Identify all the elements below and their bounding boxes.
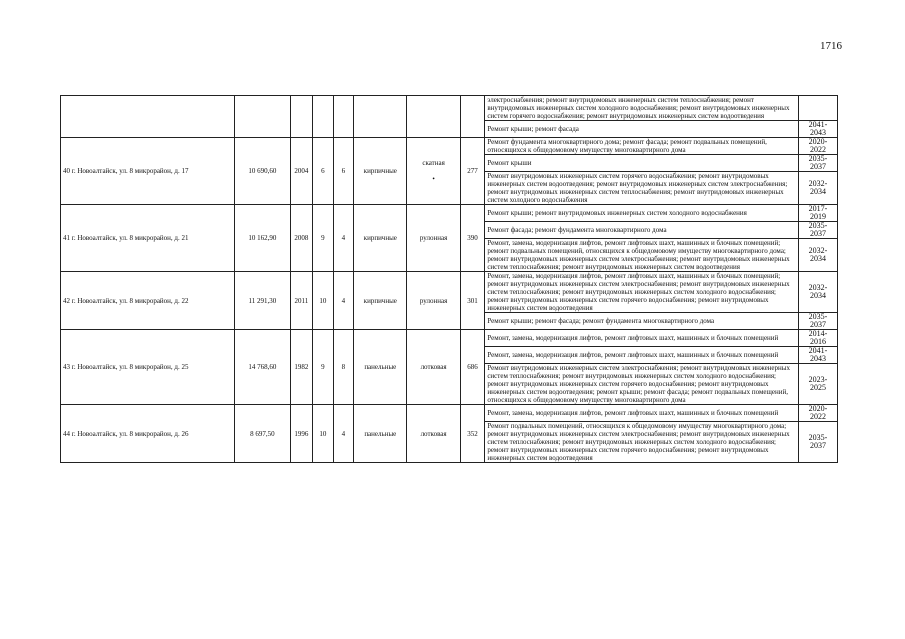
cell-apartments: 686	[460, 330, 485, 405]
cell-work: Ремонт, замена, модернизация лифтов, ремонт лифтовых шахт, машинных и блочных помещений	[485, 405, 799, 422]
roof-type: лотковая	[420, 363, 447, 371]
cell-entrances: 8	[333, 330, 354, 405]
cell-work: электроснабжения; ремонт внутридомовых инженерных систем теплоснабжения; ремонт внутридомовых инженерных систем холодного водоснабжения; ремонт внутридомовых инженерных систем горячего водоснабжения; ремонт внутридомовых инженерных систем водоотведения	[485, 96, 799, 121]
cell-work: Ремонт крыши; ремонт фасада	[485, 121, 799, 138]
cell-entrances: 4	[333, 205, 354, 272]
cell-roof	[407, 138, 460, 205]
cell-entrances	[333, 96, 354, 138]
table-row	[61, 96, 838, 121]
cell-period: 2032-2034	[798, 239, 837, 272]
building-address: г. Новоалтайск, ул. 8 микрорайон, д. 21	[71, 234, 189, 242]
row-number: 41	[63, 234, 70, 242]
cell-work: Ремонт крыши	[485, 155, 799, 172]
cell-floors	[313, 96, 334, 138]
cell-wall: панельные	[354, 330, 407, 405]
cell-apartments: 277	[460, 138, 485, 205]
cell-year: 1982	[290, 330, 313, 405]
cell-period: 2035-2037	[798, 422, 837, 463]
cell-address	[61, 272, 235, 330]
cell-wall: панельные	[354, 405, 407, 463]
cell-work: Ремонт, замена, модернизация лифтов, ремонт лифтовых шахт, машинных и блочных помещений	[485, 330, 799, 347]
cell-floors: 10	[313, 272, 334, 330]
cell-period: 2020-2022	[798, 138, 837, 155]
cell-wall: кирпичные	[354, 205, 407, 272]
cell-area: 8 697,50	[235, 405, 290, 463]
cell-period: 2017-2019	[798, 205, 837, 222]
cell-apartments: 390	[460, 205, 485, 272]
table-row	[61, 405, 838, 422]
building-address: г. Новоалтайск, ул. 8 микрорайон, д. 25	[71, 363, 189, 371]
cell-work: Ремонт, замена, модернизация лифтов, ремонт лифтовых шахт, машинных и блочных помещений	[485, 347, 799, 364]
cell-work: Ремонт внутридомовых инженерных систем электроснабжения; ремонт внутридомовых инженерных систем теплоснабжения; ремонт внутридомовых инженерных систем холодного водоснабжения; ремонт внутридомовых инженерных систем горячего водоснабжения; ремонт внутридомовых инженерных систем водоотведения; ремонт крыши; ремонт фасада; ремонт подвальных помещений, относящихся к общедомовому имуществу многоквартирного дома	[485, 364, 799, 405]
cell-wall	[354, 96, 407, 138]
cell-period: 2023-2025	[798, 364, 837, 405]
cell-work: Ремонт, замена, модернизация лифтов, ремонт лифтовых шахт, машинных и блочных помещений; ремонт подвальных помещений, относящихся к общедомовому имуществу многоквартирного дома; ремонт внутридомовых инженерных систем электроснабжения; ремонт внутридомовых инженерных систем теплоснабжения; ремонт внутридомовых инженерных систем водоотведения	[485, 239, 799, 272]
cell-period: 2020-2022	[798, 405, 837, 422]
cell-period: 2032-2034	[798, 272, 837, 313]
cell-floors: 9	[313, 205, 334, 272]
capital-repair-table	[60, 95, 838, 463]
table-row	[61, 272, 838, 313]
cell-entrances: 4	[333, 272, 354, 330]
table-row	[61, 330, 838, 347]
cell-year: 2004	[290, 138, 313, 205]
cell-work: Ремонт внутридомовых инженерных систем горячего водоснабжения; ремонт внутридомовых инженерных систем водоотведения; ремонт внутридомовых инженерных систем электроснабжения; ремонт внутридомовых инженерных систем теплоснабжения; ремонт внутридомовых инженерных систем холодного водоснабжения	[485, 172, 799, 205]
cell-entrances: 4	[333, 405, 354, 463]
cell-roof	[407, 330, 460, 405]
roof-type: рулонная	[419, 234, 448, 242]
cell-period: 2014-2016	[798, 330, 837, 347]
cell-apartments	[460, 96, 485, 138]
cell-roof	[407, 96, 460, 138]
page-number: 1716	[820, 40, 842, 52]
cell-period: 2041-2043	[798, 121, 837, 138]
cell-roof	[407, 272, 460, 330]
cell-work: Ремонт фундамента многоквартирного дома; ремонт фасада; ремонт подвальных помещений, относящихся к общедомовому имуществу многоквартирного дома	[485, 138, 799, 155]
cell-area: 10 690,60	[235, 138, 290, 205]
cell-roof	[407, 205, 460, 272]
cell-year	[290, 96, 313, 138]
cell-work: Ремонт подвальных помещений, относящихся к общедомовому имуществу многоквартирного дома; ремонт внутридомовых инженерных систем электроснабжения; ремонт внутридомовых инженерных систем теплоснабжения; ремонт внутридомовых инженерных систем холодного водоснабжения; ремонт внутридомовых инженерных систем горячего водоснабжения; ремонт внутридомовых инженерных систем водоотведения	[485, 422, 799, 463]
cell-area: 10 162,90	[235, 205, 290, 272]
cell-year: 1996	[290, 405, 313, 463]
row-number: 42	[63, 296, 70, 305]
cell-area	[235, 96, 290, 138]
roof-type: лотковая	[420, 429, 447, 438]
table-row	[61, 138, 838, 155]
cell-wall: кирпичные	[354, 272, 407, 330]
cell-floors: 9	[313, 330, 334, 405]
cell-period	[798, 96, 837, 121]
cell-period: 2032-2034	[798, 172, 837, 205]
cell-area: 11 291,30	[235, 272, 290, 330]
cell-floors: 10	[313, 405, 334, 463]
cell-work: Ремонт, замена, модернизация лифтов, ремонт лифтовых шахт, машинных и блочных помещений; ремонт внутридомовых инженерных систем электроснабжения; ремонт внутридомовых инженерных систем теплоснабжения; ремонт внутридомовых инженерных систем холодного водоснабжения; ремонт внутридомовых инженерных систем горячего водоснабжения; ремонт внутридомовых инженерных систем водоотведения	[485, 272, 799, 313]
roof-type: скатная	[422, 159, 445, 167]
cell-period: 2035-2037	[798, 222, 837, 239]
cell-address	[61, 205, 235, 272]
roof-type: рулонная	[419, 296, 448, 305]
cell-floors: 6	[313, 138, 334, 205]
cell-area: 14 768,60	[235, 330, 290, 405]
cell-year: 2008	[290, 205, 313, 272]
building-address: г. Новоалтайск, ул. 8 микрорайон, д. 17	[71, 167, 189, 175]
table-body	[61, 96, 838, 463]
cell-year: 2011	[290, 272, 313, 330]
row-number: 40	[63, 167, 70, 175]
cell-entrances: 6	[333, 138, 354, 205]
cell-period: 2041-2043	[798, 347, 837, 364]
building-address: г. Новоалтайск, ул. 8 микрорайон, д. 26	[71, 429, 189, 438]
cell-apartments: 301	[460, 272, 485, 330]
cell-work: Ремонт крыши; ремонт внутридомовых инженерных систем холодного водоснабжения	[485, 205, 799, 222]
roof-mark: •	[432, 175, 435, 183]
cell-address	[61, 330, 235, 405]
cell-period: 2035-2037	[798, 155, 837, 172]
row-number: 43	[63, 363, 70, 371]
cell-apartments: 352	[460, 405, 485, 463]
building-address: г. Новоалтайск, ул. 8 микрорайон, д. 22	[71, 296, 189, 305]
cell-work: Ремонт фасада; ремонт фундамента многоквартирного дома	[485, 222, 799, 239]
cell-work: Ремонт крыши; ремонт фасада; ремонт фундамента многоквартирного дома	[485, 313, 799, 330]
cell-period: 2035-2037	[798, 313, 837, 330]
table-row	[61, 205, 838, 222]
row-number: 44	[63, 429, 70, 438]
cell-address	[61, 96, 235, 138]
cell-roof	[407, 405, 460, 463]
cell-wall: кирпичные	[354, 138, 407, 205]
cell-address	[61, 405, 235, 463]
cell-address	[61, 138, 235, 205]
